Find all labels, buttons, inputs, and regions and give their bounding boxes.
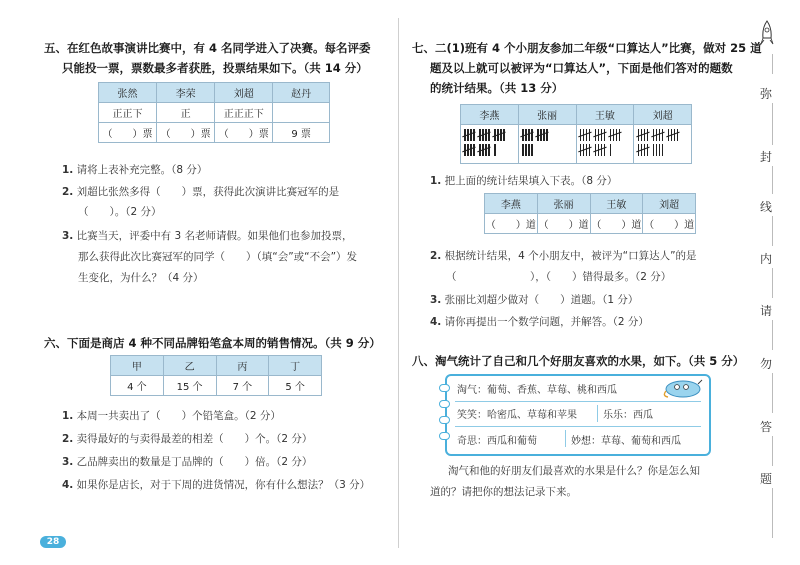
q5-title-line1: 五、在红色故事演讲比赛中，有 4 名同学进入了决赛。每名评委 — [44, 41, 371, 55]
q7-tally-marks-wangmin — [576, 125, 634, 164]
q7-answer-table — [484, 193, 696, 234]
q7-answer-cell[interactable]: （ ）道 — [643, 214, 696, 234]
q7-answer-header: 张丽 — [537, 194, 590, 214]
q5-header-cell: 刘超 — [215, 83, 273, 103]
fruit-line-qisi: 奇思：西瓜和葡萄 — [457, 436, 537, 447]
tally-stroke — [528, 129, 529, 141]
tally-stroke — [470, 144, 471, 156]
binder-ring-icon — [439, 400, 450, 408]
q7-item: 1. 把上面的统计结果填入下表。（8 分） — [430, 175, 618, 187]
tally-stroke — [494, 144, 495, 156]
q5-votes-cell[interactable]: （ ）票 — [215, 123, 273, 143]
q7-title-line1: 七、二(1)班有 4 个小朋友参加二年级“口算达人”比赛，做对 25 道 — [412, 41, 762, 55]
q6-item: 4. 如果你是店长，对于下周的进货情况，你有什么想法？（3 分） — [62, 479, 371, 491]
page-divider — [398, 18, 399, 548]
q5-item: 3. 比赛当天，评委中有 3 名老师请假。如果他们也参加投票， — [62, 230, 353, 242]
fruit-preference-box — [445, 374, 711, 456]
q7-header-cell: 王敏 — [576, 105, 634, 125]
q6-value-cell: 7 个 — [216, 376, 269, 396]
q5-tally-cell: 正正正下 — [215, 103, 273, 123]
margin-line — [772, 436, 773, 466]
margin-char: 请 — [760, 304, 773, 318]
q5-votes-cell[interactable]: （ ）票 — [99, 123, 157, 143]
q7-tally-marks-liuchao — [634, 125, 692, 164]
q8-question-line2: 道的？请把你的想法记录下来。 — [430, 486, 577, 498]
fruit-line-taoqi: 淘气：葡萄、香蕉、草莓、桃和西瓜 — [457, 385, 617, 396]
margin-char: 封 — [760, 150, 773, 164]
q5-item-cont: （ ）。（2 分） — [78, 206, 162, 218]
tally-stroke — [647, 144, 648, 156]
tally-stroke — [485, 129, 486, 141]
q7-item: 2. 根据统计结果，4 个小朋友中，被评为“口算达人”的是 — [430, 250, 697, 262]
q7-item: 3. 张丽比刘超少做对（ ）道题。（1 分） — [430, 294, 639, 306]
tally-stroke — [500, 129, 501, 141]
fruit-line-miaoxiang: 妙想：草莓、葡萄和西瓜 — [571, 436, 681, 447]
margin-line — [772, 373, 773, 413]
tally-stroke — [662, 144, 663, 156]
margin-char: 答 — [760, 420, 773, 434]
q5-header-cell: 李荣 — [157, 83, 215, 103]
margin-char: 线 — [760, 200, 773, 214]
binder-ring-icon — [439, 432, 450, 440]
q5-header-cell: 赵丹 — [273, 83, 330, 103]
q6-title: 六、下面是商店 4 种不同品牌铅笔盒本周的销售情况。（共 9 分） — [44, 336, 381, 350]
tally-stroke — [653, 144, 654, 156]
q6-header-cell: 乙 — [163, 356, 216, 376]
tally-stroke — [543, 129, 544, 141]
tally-stroke — [522, 144, 523, 156]
box-col-divider — [565, 430, 566, 447]
q7-item: 4. 请你再提出一个数学问题，并解答。（2 分） — [430, 316, 649, 328]
tally-stroke — [528, 144, 529, 156]
tally-marks-icon — [464, 129, 514, 159]
tally-stroke — [531, 144, 532, 156]
q6-value-cell: 15 个 — [163, 376, 216, 396]
margin-char: 题 — [760, 472, 773, 486]
q6-item: 3. 乙品牌卖出的数量是丁品牌的（ ）倍。（2 分） — [62, 456, 313, 468]
q7-header-cell: 李燕 — [461, 105, 519, 125]
q7-tally-marks-zhangli — [518, 125, 576, 164]
q5-title-line2: 只能投一票，票数最多者获胜，投票结果如下。（共 14 分） — [62, 61, 368, 75]
q5-item: 2. 刘超比张然多得（ ）票，获得此次演讲比赛冠军的是 — [62, 186, 340, 198]
q7-answer-cell[interactable]: （ ）道 — [485, 214, 538, 234]
margin-char: 弥 — [760, 87, 773, 101]
q6-value-cell: 5 个 — [269, 376, 322, 396]
tally-stroke — [525, 144, 526, 156]
q5-votes-cell: 9 票 — [273, 123, 330, 143]
tally-stroke — [659, 144, 660, 156]
margin-line — [772, 488, 773, 538]
margin-line — [772, 320, 773, 350]
fruit-line-xiaoxiao: 笑笑：哈密瓜、草莓和苹果 — [457, 410, 577, 421]
q7-title-line2: 题及以上就可以被评为“口算达人”，下面是他们答对的题数 — [430, 61, 733, 75]
tally-marks-icon — [580, 129, 630, 159]
q5-votes-cell[interactable]: （ ）票 — [157, 123, 215, 143]
q5-item-cont: 生变化，为什么？（4 分） — [78, 272, 204, 284]
q7-title-line3: 的统计结果。（共 13 分） — [430, 81, 564, 95]
margin-char: 内 — [760, 252, 773, 266]
box-col-divider — [597, 405, 598, 422]
q7-header-cell: 张丽 — [518, 105, 576, 125]
q7-answer-header: 刘超 — [643, 194, 696, 214]
tally-stroke — [647, 129, 648, 141]
q5-tally-cell: 正正下 — [99, 103, 157, 123]
margin-line — [772, 216, 773, 246]
q7-answer-header: 王敏 — [590, 194, 643, 214]
q6-header-cell: 丙 — [216, 356, 269, 376]
q5-item: 1. 请将上表补充完整。（8 分） — [62, 164, 208, 176]
q7-tally-table — [460, 104, 692, 164]
tally-marks-icon — [638, 129, 688, 159]
rocket-icon — [760, 20, 774, 48]
cartoon-figure-icon — [659, 377, 703, 399]
q7-tally-marks-liyan — [461, 125, 519, 164]
tally-stroke — [656, 144, 657, 156]
margin-line — [772, 268, 773, 298]
tally-stroke — [677, 129, 678, 141]
q6-sales-table — [110, 355, 322, 396]
tally-stroke — [610, 144, 611, 156]
q6-item: 2. 卖得最好的与卖得最差的相差（ ）个。（2 分） — [62, 433, 313, 445]
margin-line — [772, 166, 773, 194]
q8-title: 八、淘气统计了自己和几个好朋友喜欢的水果，如下。（共 5 分） — [412, 354, 745, 368]
tally-stroke — [470, 129, 471, 141]
q5-item-cont: 那么获得此次比赛冠军的同学（ ）（填“会”或“不会”）发 — [78, 251, 358, 263]
margin-char: 勿 — [760, 357, 773, 371]
q6-header-cell: 甲 — [111, 356, 164, 376]
tally-stroke — [662, 129, 663, 141]
box-row-divider — [455, 426, 701, 427]
q7-item-cont: （ ），（ ）错得最多。（2 分） — [446, 271, 672, 283]
q5-tally-cell: 正 — [157, 103, 215, 123]
page-number: 28 — [40, 536, 66, 548]
q8-question-line1: 淘气和他的好朋友们最喜欢的水果是什么？你是怎么知 — [448, 465, 700, 477]
tally-marks-icon — [522, 129, 572, 159]
q6-item: 1. 本周一共卖出了（ ）个铅笔盒。（2 分） — [62, 410, 281, 422]
tally-stroke — [485, 144, 486, 156]
fruit-line-lele: 乐乐：西瓜 — [603, 410, 653, 421]
q7-answer-header: 李燕 — [485, 194, 538, 214]
q7-answer-cell[interactable]: （ ）道 — [590, 214, 643, 234]
q7-header-cell: 刘超 — [634, 105, 692, 125]
box-row-divider — [455, 401, 701, 402]
margin-line — [772, 103, 773, 145]
q5-vote-table — [98, 82, 330, 143]
q5-tally-cell — [273, 103, 330, 123]
binder-ring-icon — [439, 384, 450, 392]
q7-answer-cell[interactable]: （ ）道 — [537, 214, 590, 234]
q5-header-cell: 张然 — [99, 83, 157, 103]
margin-line — [772, 54, 773, 74]
q6-header-cell: 丁 — [269, 356, 322, 376]
binder-ring-icon — [439, 416, 450, 424]
q6-value-cell: 4 个 — [111, 376, 164, 396]
